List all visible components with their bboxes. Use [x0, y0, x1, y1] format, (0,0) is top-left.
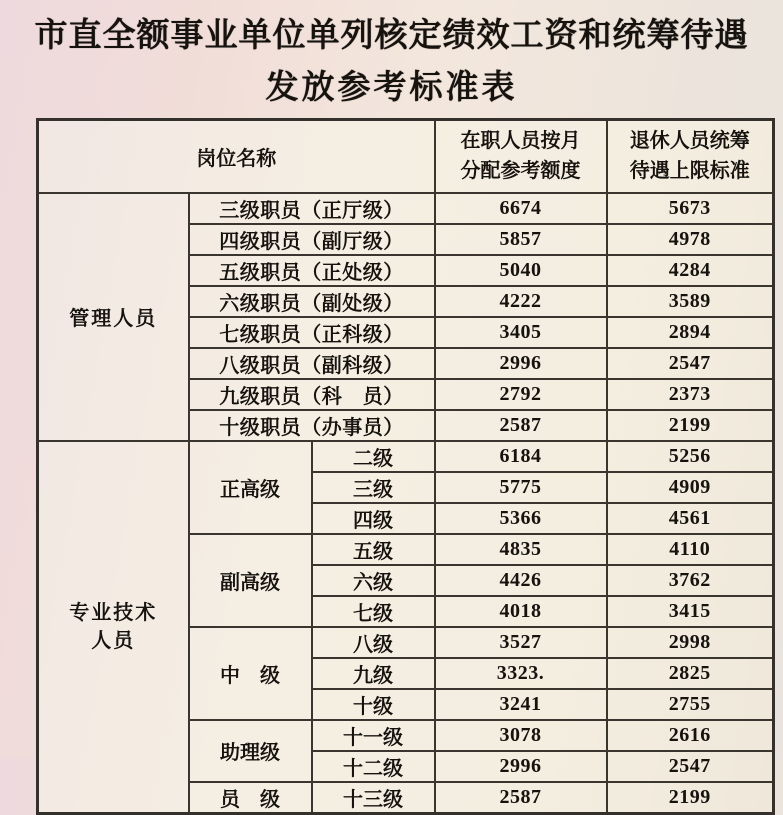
retired-amount-cell: 2199	[607, 782, 774, 814]
active-amount-cell: 4835	[435, 534, 607, 565]
level-cell: 二级	[312, 441, 435, 472]
active-amount-cell: 3527	[435, 627, 607, 658]
header-retired-line2: 待遇上限标准	[629, 160, 750, 183]
retired-amount-cell: 2616	[607, 720, 774, 751]
active-amount-cell: 3078	[435, 720, 607, 751]
active-amount-cell: 2792	[435, 379, 607, 410]
title-line-2: 发放参考标准表	[265, 70, 518, 106]
group-cell-management: 管理人员	[38, 193, 189, 441]
position-cell: 十级职员（办事员）	[189, 410, 435, 441]
retired-amount-cell: 4284	[607, 255, 774, 286]
table-row	[38, 193, 774, 224]
salary-standard-table	[36, 118, 775, 815]
active-amount-cell: 5857	[435, 224, 607, 255]
retired-amount-cell: 3762	[607, 565, 774, 596]
retired-amount-cell: 5673	[607, 193, 774, 224]
active-amount-cell: 3241	[435, 689, 607, 720]
level-cell: 十级	[312, 689, 435, 720]
level-cell: 十三级	[312, 782, 435, 814]
active-amount-cell: 4018	[435, 596, 607, 627]
level-cell: 四级	[312, 503, 435, 534]
retired-amount-cell: 2998	[607, 627, 774, 658]
active-amount-cell: 5775	[435, 472, 607, 503]
active-amount-cell: 6184	[435, 441, 607, 472]
active-amount-cell: 3405	[435, 317, 607, 348]
header-active-line2: 分配参考额度	[460, 160, 581, 183]
active-amount-cell: 6674	[435, 193, 607, 224]
level-cell: 十一级	[312, 720, 435, 751]
header-active-line1: 在职人员按月	[460, 130, 581, 153]
active-amount-cell: 5040	[435, 255, 607, 286]
retired-amount-cell: 5256	[607, 441, 774, 472]
position-cell: 八级职员（副科级）	[189, 348, 435, 379]
subgroup-cell-senior: 正高级	[189, 441, 312, 534]
position-cell: 九级职员（科 员）	[189, 379, 435, 410]
position-cell: 五级职员（正处级）	[189, 255, 435, 286]
retired-amount-cell: 2199	[607, 410, 774, 441]
retired-amount-cell: 2547	[607, 751, 774, 782]
level-cell: 八级	[312, 627, 435, 658]
retired-amount-cell: 4561	[607, 503, 774, 534]
level-cell: 六级	[312, 565, 435, 596]
retired-amount-cell: 2547	[607, 348, 774, 379]
subgroup-cell-clerk: 员 级	[189, 782, 312, 814]
retired-amount-cell: 2373	[607, 379, 774, 410]
header-retired-line1: 退休人员统筹	[629, 130, 750, 153]
level-cell: 三级	[312, 472, 435, 503]
active-amount-cell: 2587	[435, 782, 607, 814]
document-title	[0, 0, 783, 118]
active-amount-cell: 5366	[435, 503, 607, 534]
position-cell: 七级职员（正科级）	[189, 317, 435, 348]
position-cell: 三级职员（正厅级）	[189, 193, 435, 224]
retired-amount-cell: 4909	[607, 472, 774, 503]
active-amount-cell: 2587	[435, 410, 607, 441]
header-position: 岗位名称	[38, 120, 435, 193]
level-cell: 五级	[312, 534, 435, 565]
retired-amount-cell: 2894	[607, 317, 774, 348]
table-header-row	[38, 120, 774, 193]
active-amount-cell: 2996	[435, 751, 607, 782]
subgroup-cell-assistant: 助理级	[189, 720, 312, 782]
retired-amount-cell: 2825	[607, 658, 774, 689]
active-amount-cell: 3323.	[435, 658, 607, 689]
retired-amount-cell: 4978	[607, 224, 774, 255]
level-cell: 七级	[312, 596, 435, 627]
group-professional-line2: 人员	[91, 629, 136, 652]
retired-amount-cell: 2755	[607, 689, 774, 720]
level-cell: 九级	[312, 658, 435, 689]
subgroup-cell-intermediate: 中 级	[189, 627, 312, 720]
title-line-1: 市直全额事业单位单列核定绩效工资和统筹待遇	[34, 18, 749, 54]
retired-amount-cell: 4110	[607, 534, 774, 565]
subgroup-cell-deputy-senior: 副高级	[189, 534, 312, 627]
group-professional-line1: 专业技术	[69, 601, 158, 624]
position-cell: 四级职员（副厅级）	[189, 224, 435, 255]
retired-amount-cell: 3589	[607, 286, 774, 317]
active-amount-cell: 2996	[435, 348, 607, 379]
table-row	[38, 441, 774, 472]
header-active-amount	[435, 120, 607, 193]
position-cell: 六级职员（副处级）	[189, 286, 435, 317]
header-retired-amount	[607, 120, 774, 193]
level-cell: 十二级	[312, 751, 435, 782]
active-amount-cell: 4426	[435, 565, 607, 596]
retired-amount-cell: 3415	[607, 596, 774, 627]
group-cell-professional	[38, 441, 189, 814]
active-amount-cell: 4222	[435, 286, 607, 317]
